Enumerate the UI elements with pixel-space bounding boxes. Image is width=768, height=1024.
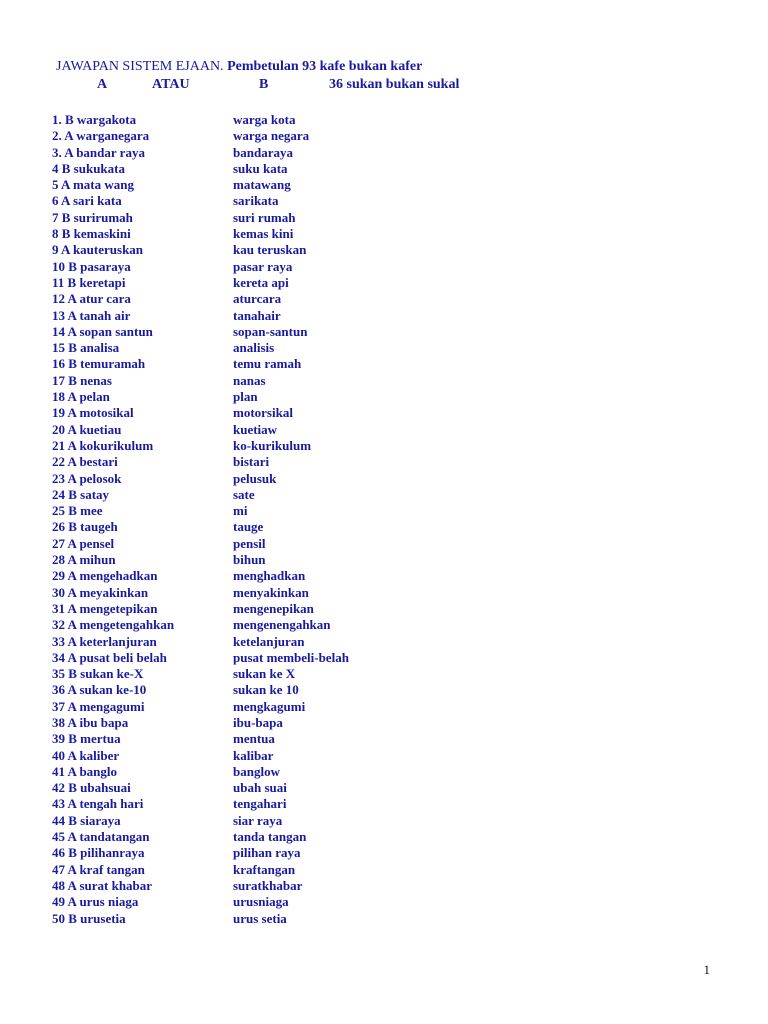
answer-text: 29 A mengehadkan xyxy=(52,568,158,584)
correction-text: matawang xyxy=(233,177,291,193)
list-item xyxy=(52,585,472,601)
answer-text: 3. A bandar raya xyxy=(52,144,145,160)
answer-text: 43 A tengah hari xyxy=(52,796,144,812)
list-item xyxy=(52,405,472,421)
list-item xyxy=(52,552,472,568)
list-item xyxy=(52,145,472,161)
answer-text: 10 B pasaraya xyxy=(52,258,131,274)
list-item xyxy=(52,829,472,845)
column-heading-a: A xyxy=(97,77,108,92)
answer-text: 47 A kraf tangan xyxy=(52,861,145,877)
correction-text: kau teruskan xyxy=(233,242,307,258)
correction-text: analisis xyxy=(233,340,275,356)
answer-text: 16 B temuramah xyxy=(52,356,146,372)
answer-text: 20 A kuetiau xyxy=(52,421,122,437)
answer-text: 40 A kaliber xyxy=(52,747,120,763)
correction-text: ko-kurikulum xyxy=(233,437,312,453)
list-item xyxy=(52,617,472,633)
correction-text: nanas xyxy=(233,372,266,388)
correction-text: sukan ke X xyxy=(233,666,296,682)
answer-text: 5 A mata wang xyxy=(52,177,134,193)
answer-text: 1. B wargakota xyxy=(52,112,137,127)
answer-text: 23 A pelosok xyxy=(52,470,122,486)
correction-text: aturcara xyxy=(233,291,282,307)
correction-text: menghadkan xyxy=(233,568,306,584)
list-item xyxy=(52,356,472,372)
list-item xyxy=(52,519,472,535)
header-line xyxy=(56,59,422,75)
answer-text: 45 A tandatangan xyxy=(52,829,150,845)
answer-text: 34 A pusat beli belah xyxy=(52,649,167,665)
correction-text: plan xyxy=(233,389,258,405)
correction-text: bihun xyxy=(233,552,266,568)
correction-text: bistari xyxy=(233,454,270,470)
correction-text: urus setia xyxy=(233,910,287,926)
list-item xyxy=(52,324,472,340)
correction-text: siar raya xyxy=(233,812,283,828)
page-title: JAWAPAN SISTEM EJAAN. xyxy=(56,59,224,74)
answer-text: 30 A meyakinkan xyxy=(52,584,149,600)
list-item xyxy=(52,650,472,666)
list-item xyxy=(52,731,472,747)
answer-text: 50 B urusetia xyxy=(52,910,126,926)
answer-text: 21 A kokurikulum xyxy=(52,437,154,453)
list-item xyxy=(52,568,472,584)
answer-text: 32 A mengetengahkan xyxy=(52,617,175,633)
list-item xyxy=(52,210,472,226)
header-note-sukan: 36 sukan bukan sukal xyxy=(329,77,460,92)
answer-text: 27 A pensel xyxy=(52,535,115,551)
list-item xyxy=(52,813,472,829)
correction-text: mengenengahkan xyxy=(233,617,331,633)
list-item xyxy=(52,487,472,503)
list-item xyxy=(52,340,472,356)
list-item xyxy=(52,242,472,258)
header-note-kafe: Pembetulan 93 kafe bukan kafer xyxy=(227,59,423,74)
correction-text: suku kata xyxy=(233,160,288,176)
correction-text: kereta api xyxy=(233,274,289,290)
answer-text: 14 A sopan santun xyxy=(52,323,153,339)
list-item xyxy=(52,454,472,470)
answer-text: 48 A surat khabar xyxy=(52,877,153,893)
correction-text: tengahari xyxy=(233,796,287,812)
list-item xyxy=(52,471,472,487)
list-item xyxy=(52,438,472,454)
list-item xyxy=(52,226,472,242)
list-item xyxy=(52,536,472,552)
correction-text: motorsikal xyxy=(233,405,293,421)
correction-text: mentua xyxy=(233,731,275,747)
answer-text: 24 B satay xyxy=(52,486,110,502)
list-item xyxy=(52,389,472,405)
list-item xyxy=(52,193,472,209)
answer-text: 11 B keretapi xyxy=(52,274,126,290)
list-item xyxy=(52,666,472,682)
list-item xyxy=(52,112,472,128)
answer-text: 12 A atur cara xyxy=(52,291,131,307)
correction-text: menyakinkan xyxy=(233,584,309,600)
answer-text: 15 B analisa xyxy=(52,340,120,356)
correction-text: sukan ke 10 xyxy=(233,682,299,698)
correction-text: bandaraya xyxy=(233,144,293,160)
list-item xyxy=(52,699,472,715)
answer-text: 13 A tanah air xyxy=(52,307,131,323)
list-item xyxy=(52,503,472,519)
answer-text: 17 B nenas xyxy=(52,372,112,388)
list-item xyxy=(52,601,472,617)
list-item xyxy=(52,845,472,861)
list-item xyxy=(52,128,472,144)
list-item xyxy=(52,422,472,438)
answer-list xyxy=(52,112,472,927)
answer-text: 37 A mengagumi xyxy=(52,698,145,714)
answer-text: 38 A ibu bapa xyxy=(52,714,129,730)
answer-text: 9 A kauteruskan xyxy=(52,242,144,258)
correction-text: suri rumah xyxy=(233,209,296,225)
correction-text: sopan-santun xyxy=(233,323,308,339)
answer-text: 25 B mee xyxy=(52,503,103,519)
correction-text: sate xyxy=(233,486,255,502)
list-item xyxy=(52,894,472,910)
column-heading-b: B xyxy=(259,77,269,92)
correction-text: tanda tangan xyxy=(233,829,307,845)
list-item xyxy=(52,275,472,291)
correction-text: mengenepikan xyxy=(233,600,314,616)
answer-text: 22 A bestari xyxy=(52,454,118,470)
correction-text: pusat membeli-belah xyxy=(233,649,349,665)
list-item xyxy=(52,878,472,894)
list-item xyxy=(52,796,472,812)
answer-text: 39 B mertua xyxy=(52,731,121,747)
list-item xyxy=(52,748,472,764)
correction-text: ketelanjuran xyxy=(233,633,305,649)
correction-text: kraftangan xyxy=(233,861,296,877)
correction-text: banglow xyxy=(233,763,280,779)
answer-text: 6 A sari kata xyxy=(52,193,122,209)
correction-text: urusniaga xyxy=(233,894,289,910)
list-item xyxy=(52,682,472,698)
answer-text: 41 A banglo xyxy=(52,763,118,779)
list-item xyxy=(52,862,472,878)
answer-text: 4 B sukukata xyxy=(52,160,125,176)
column-heading-atau: ATAU xyxy=(152,77,190,92)
correction-text: warga negara xyxy=(233,128,310,144)
correction-text: pensil xyxy=(233,535,266,551)
list-item xyxy=(52,764,472,780)
correction-text: kemas kini xyxy=(233,226,294,242)
correction-text: pasar raya xyxy=(233,258,293,274)
list-item xyxy=(52,177,472,193)
correction-text: tanahair xyxy=(233,307,281,323)
answer-text: 26 B taugeh xyxy=(52,519,118,535)
list-item xyxy=(52,259,472,275)
correction-text: mi xyxy=(233,503,248,519)
answer-text: 7 B surirumah xyxy=(52,209,133,225)
list-item xyxy=(52,308,472,324)
answer-text: 33 A keterlanjuran xyxy=(52,633,157,649)
correction-text: ibu-bapa xyxy=(233,714,283,730)
list-item xyxy=(52,634,472,650)
correction-text: temu ramah xyxy=(233,356,302,372)
answer-text: 19 A motosikal xyxy=(52,405,134,421)
list-item xyxy=(52,780,472,796)
correction-text: kuetiaw xyxy=(233,421,278,437)
list-item xyxy=(52,715,472,731)
list-item xyxy=(52,911,472,927)
answer-text: 18 A pelan xyxy=(52,389,110,405)
correction-text: tauge xyxy=(233,519,264,535)
answer-text: 2. A warganegara xyxy=(52,128,150,144)
list-item xyxy=(52,291,472,307)
correction-text: pilihan raya xyxy=(233,845,301,861)
correction-text: mengkagumi xyxy=(233,698,306,714)
answer-text: 31 A mengetepikan xyxy=(52,600,158,616)
answer-text: 42 B ubahsuai xyxy=(52,780,131,796)
correction-text: suratkhabar xyxy=(233,877,303,893)
answer-text: 36 A sukan ke-10 xyxy=(52,682,147,698)
correction-text: warga kota xyxy=(233,112,296,127)
correction-text: pelusuk xyxy=(233,470,277,486)
list-item xyxy=(52,161,472,177)
answer-text: 28 A mihun xyxy=(52,552,116,568)
answer-text: 44 B siaraya xyxy=(52,812,121,828)
answer-text: 35 B sukan ke-X xyxy=(52,666,144,682)
list-item xyxy=(52,373,472,389)
correction-text: kalibar xyxy=(233,747,274,763)
correction-text: ubah suai xyxy=(233,780,287,796)
answer-text: 46 B pilihanraya xyxy=(52,845,145,861)
answer-text: 8 B kemaskini xyxy=(52,226,131,242)
correction-text: sarikata xyxy=(233,193,279,209)
page-number: 1 xyxy=(703,962,710,977)
answer-text: 49 A urus niaga xyxy=(52,894,139,910)
